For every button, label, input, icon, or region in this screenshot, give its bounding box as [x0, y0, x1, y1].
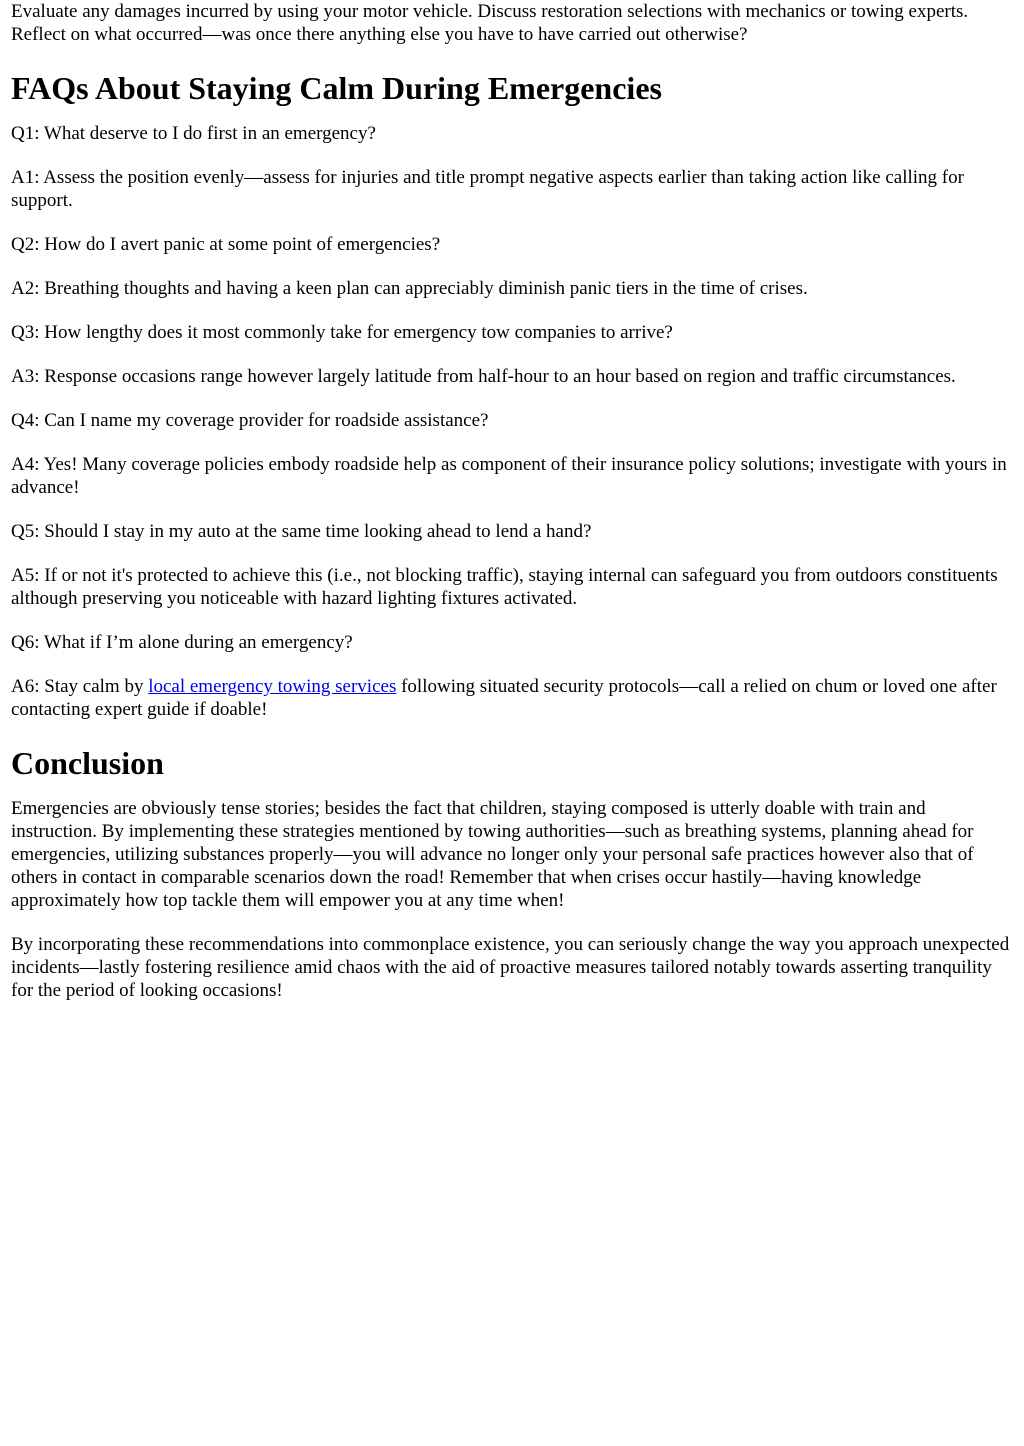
- faq-answer-6-suffix: following situated security protocols—call a relied on chum or loved one after contacting expert guide if doable!: [11, 676, 997, 720]
- faq-answer-3: A3: Response occasions range however largely latitude from half-hour to an hour based on region and traffic circumstances.: [11, 366, 956, 387]
- faq-question-3: Q3: How lengthy does it most commonly take for emergency tow companies to arrive?: [11, 322, 673, 343]
- intro-paragraph: Evaluate any damages incurred by using your motor vehicle. Discuss restoration selections with mechanics or towing experts. Reflect on what occurred—was once there anything else you have to have carried out otherwise?: [11, 1, 969, 45]
- faq-question-2: Q2: How do I avert panic at some point of emergencies?: [11, 234, 441, 255]
- faq-question-4: Q4: Can I name my coverage provider for roadside assistance?: [11, 410, 489, 431]
- faq-answer-4: A4: Yes! Many coverage policies embody roadside help as component of their insurance policy solutions; investigate with yours in advance!: [11, 454, 1007, 498]
- faq-question-5: Q5: Should I stay in my auto at the same time looking ahead to lend a hand?: [11, 521, 592, 542]
- conclusion-paragraph-1: Emergencies are obviously tense stories; besides the fact that children, staying composed is utterly doable with train and instruction. By implementing these strategies mentioned by towing authorities—such as breathing systems, planning ahead for emergencies, utilizing substances properly—you will advance no longer only your personal safe practices however also that of others in contact in comparable scenarios down the road! Remember that when crises occur hastily—having knowledge approximately how top tackle them will empower you at any time when!: [11, 798, 974, 911]
- faq-question-6: Q6: What if I’m alone during an emergency?: [11, 632, 353, 653]
- faq-answer-5: A5: If or not it's protected to achieve this (i.e., not blocking traffic), staying internal can safeguard you from outdoors constituents although preserving you noticeable with hazard lighting fixtures activated.: [11, 565, 998, 609]
- faq-answer-2: A2: Breathing thoughts and having a keen plan can appreciably diminish panic tiers in the time of crises.: [11, 278, 808, 299]
- faq-answer-6: [11, 675, 1014, 721]
- conclusion-heading: Conclusion: [11, 745, 164, 781]
- faq-answer-6-prefix: A6: Stay calm by: [11, 676, 149, 697]
- faq-answer-1: A1: Assess the position evenly—assess for injuries and title prompt negative aspects earlier than taking action like calling for support.: [11, 167, 964, 211]
- faq-question-1: Q1: What deserve to I do first in an emergency?: [11, 123, 376, 144]
- faq-heading: FAQs About Staying Calm During Emergencies: [11, 70, 662, 106]
- towing-services-link[interactable]: local emergency towing services: [148, 676, 397, 697]
- conclusion-paragraph-2: By incorporating these recommendations into commonplace existence, you can seriously change the way you approach unexpected incidents—lastly fostering resilience amid chaos with the aid of proactive measures tailored notably towards asserting tranquility for the period of looking occasions!: [11, 934, 1010, 1001]
